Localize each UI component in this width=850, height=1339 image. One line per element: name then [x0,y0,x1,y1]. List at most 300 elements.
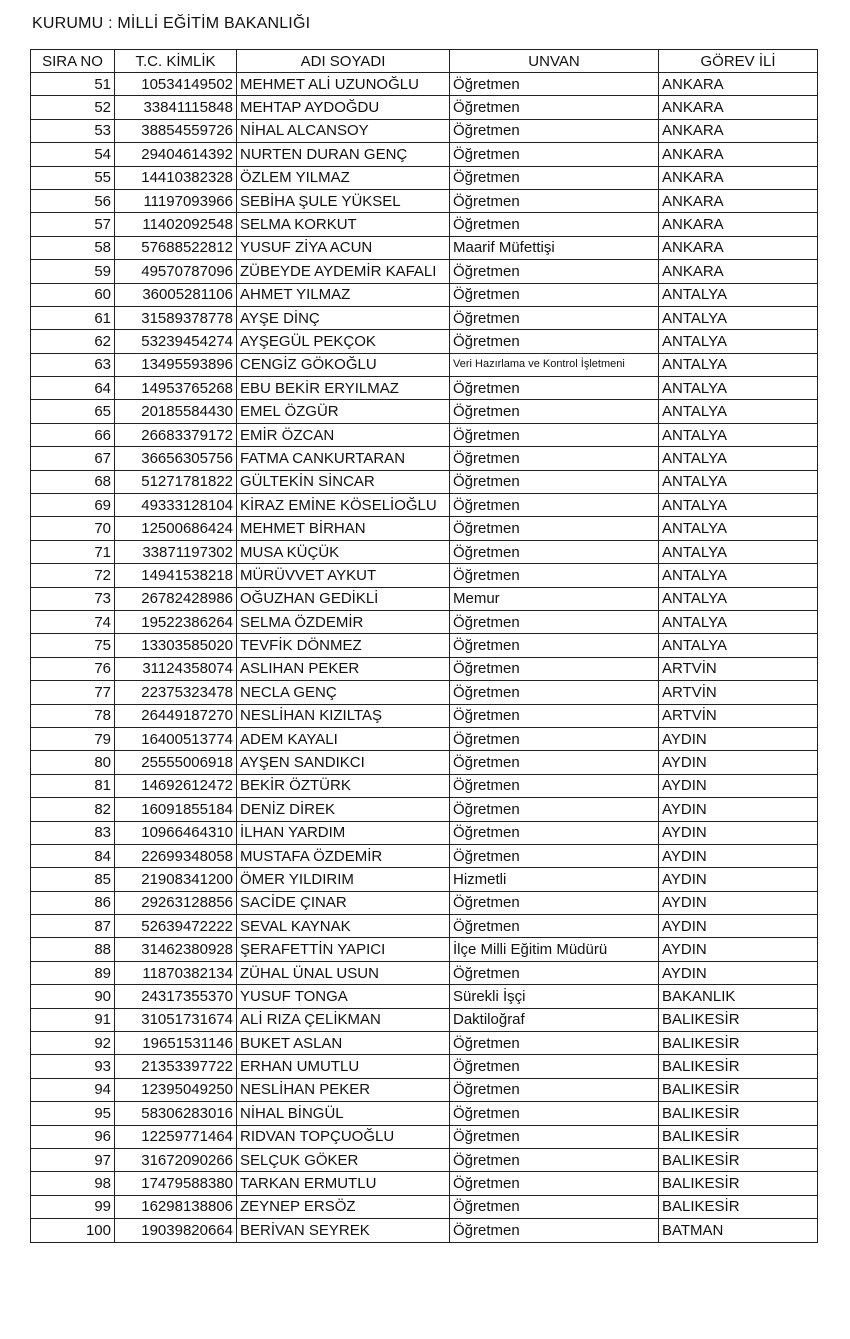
full-name-cell: KİRAZ EMİNE KÖSELİOĞLU [237,494,450,517]
province-cell: AYDIN [659,751,818,774]
table-header-row [31,50,818,73]
full-name-cell: EBU BEKİR ERYILMAZ [237,377,450,400]
row-number: 54 [31,143,115,166]
column-header-adi-soyadi: ADI SOYADI [237,50,450,73]
row-number: 99 [31,1195,115,1218]
job-title-cell: Öğretmen [450,704,659,727]
tc-id-cell: 31672090266 [115,1148,237,1171]
full-name-cell: AYŞEGÜL PEKÇOK [237,330,450,353]
table-row [31,423,818,446]
row-number: 81 [31,774,115,797]
tc-id-cell: 13303585020 [115,634,237,657]
table-row [31,891,818,914]
table-row [31,119,818,142]
province-cell: BALIKESİR [659,1195,818,1218]
personnel-table [30,49,818,1243]
province-cell: ANTALYA [659,517,818,540]
full-name-cell: SEBİHA ŞULE YÜKSEL [237,189,450,212]
job-title-cell: Öğretmen [450,798,659,821]
full-name-cell: ZEYNEP ERSÖZ [237,1195,450,1218]
job-title-cell: Öğretmen [450,774,659,797]
tc-id-cell: 25555006918 [115,751,237,774]
job-title-cell: Öğretmen [450,166,659,189]
row-number: 59 [31,260,115,283]
full-name-cell: ADEM KAYALI [237,727,450,750]
job-title-cell: Öğretmen [450,727,659,750]
table-row [31,634,818,657]
full-name-cell: MEHMET BİRHAN [237,517,450,540]
province-cell: AYDIN [659,938,818,961]
province-cell: ANTALYA [659,377,818,400]
full-name-cell: NURTEN DURAN GENÇ [237,143,450,166]
full-name-cell: EMEL ÖZGÜR [237,400,450,423]
row-number: 60 [31,283,115,306]
row-number: 53 [31,119,115,142]
tc-id-cell: 22699348058 [115,844,237,867]
job-title-cell: Öğretmen [450,423,659,446]
job-title-cell: Öğretmen [450,634,659,657]
table-row [31,260,818,283]
row-number: 96 [31,1125,115,1148]
full-name-cell: NESLİHAN PEKER [237,1078,450,1101]
full-name-cell: ZÜHAL ÜNAL USUN [237,961,450,984]
row-number: 82 [31,798,115,821]
full-name-cell: ERHAN UMUTLU [237,1055,450,1078]
table-row [31,938,818,961]
province-cell: ARTVİN [659,704,818,727]
row-number: 77 [31,681,115,704]
job-title-cell: Öğretmen [450,1148,659,1171]
province-cell: ANKARA [659,166,818,189]
row-number: 75 [31,634,115,657]
province-cell: BALIKESİR [659,1102,818,1125]
job-title-cell: Öğretmen [450,494,659,517]
column-header-tc-kimlik: T.C. KİMLİK [115,50,237,73]
table-row [31,189,818,212]
full-name-cell: SEVAL KAYNAK [237,915,450,938]
province-cell: ANTALYA [659,306,818,329]
row-number: 52 [31,96,115,119]
tc-id-cell: 26683379172 [115,423,237,446]
province-cell: ANKARA [659,189,818,212]
full-name-cell: YUSUF TONGA [237,985,450,1008]
column-header-unvan: UNVAN [450,50,659,73]
job-title-cell: Öğretmen [450,283,659,306]
table-row [31,798,818,821]
province-cell: AYDIN [659,961,818,984]
province-cell: ANTALYA [659,423,818,446]
tc-id-cell: 29404614392 [115,143,237,166]
table-row [31,330,818,353]
table-row [31,1172,818,1195]
table-row [31,517,818,540]
province-cell: AYDIN [659,891,818,914]
full-name-cell: GÜLTEKİN SİNCAR [237,470,450,493]
row-number: 87 [31,915,115,938]
province-cell: ANTALYA [659,564,818,587]
row-number: 97 [31,1148,115,1171]
job-title-cell: Veri Hazırlama ve Kontrol İşletmeni [450,353,659,376]
tc-id-cell: 14941538218 [115,564,237,587]
province-cell: AYDIN [659,868,818,891]
tc-id-cell: 19522386264 [115,610,237,633]
table-row [31,727,818,750]
province-cell: ANTALYA [659,353,818,376]
full-name-cell: ALİ RIZA ÇELİKMAN [237,1008,450,1031]
tc-id-cell: 21908341200 [115,868,237,891]
job-title-cell: Öğretmen [450,189,659,212]
row-number: 84 [31,844,115,867]
column-header-gorev-ili: GÖREV İLİ [659,50,818,73]
tc-id-cell: 38854559726 [115,119,237,142]
province-cell: ANKARA [659,96,818,119]
province-cell: ANTALYA [659,587,818,610]
tc-id-cell: 19651531146 [115,1032,237,1055]
tc-id-cell: 33871197302 [115,540,237,563]
province-cell: ANKARA [659,236,818,259]
table-row [31,306,818,329]
row-number: 62 [31,330,115,353]
table-row [31,751,818,774]
job-title-cell: Hizmetli [450,868,659,891]
province-cell: ANTALYA [659,283,818,306]
job-title-cell: Öğretmen [450,610,659,633]
row-number: 93 [31,1055,115,1078]
tc-id-cell: 14692612472 [115,774,237,797]
full-name-cell: TARKAN ERMUTLU [237,1172,450,1195]
tc-id-cell: 12395049250 [115,1078,237,1101]
job-title-cell: Öğretmen [450,751,659,774]
tc-id-cell: 14953765268 [115,377,237,400]
table-row [31,1125,818,1148]
province-cell: BALIKESİR [659,1148,818,1171]
table-row [31,213,818,236]
job-title-cell: Öğretmen [450,915,659,938]
full-name-cell: BEKİR ÖZTÜRK [237,774,450,797]
province-cell: BALIKESİR [659,1008,818,1031]
full-name-cell: NİHAL BİNGÜL [237,1102,450,1125]
table-row [31,470,818,493]
full-name-cell: AYŞE DİNÇ [237,306,450,329]
table-row [31,283,818,306]
row-number: 85 [31,868,115,891]
table-row [31,400,818,423]
province-cell: BALIKESİR [659,1055,818,1078]
full-name-cell: BERİVAN SEYREK [237,1219,450,1242]
row-number: 57 [31,213,115,236]
table-row [31,143,818,166]
full-name-cell: ZÜBEYDE AYDEMİR KAFALI [237,260,450,283]
row-number: 95 [31,1102,115,1125]
row-number: 68 [31,470,115,493]
table-row [31,821,818,844]
tc-id-cell: 16091855184 [115,798,237,821]
full-name-cell: MUSTAFA ÖZDEMİR [237,844,450,867]
job-title-cell: Maarif Müfettişi [450,236,659,259]
tc-id-cell: 57688522812 [115,236,237,259]
full-name-cell: EMİR ÖZCAN [237,423,450,446]
row-number: 58 [31,236,115,259]
tc-id-cell: 11402092548 [115,213,237,236]
tc-id-cell: 26449187270 [115,704,237,727]
row-number: 71 [31,540,115,563]
table-row [31,1148,818,1171]
province-cell: BATMAN [659,1219,818,1242]
row-number: 79 [31,727,115,750]
row-number: 70 [31,517,115,540]
table-row [31,985,818,1008]
tc-id-cell: 13495593896 [115,353,237,376]
job-title-cell: Öğretmen [450,470,659,493]
province-cell: ANKARA [659,119,818,142]
row-number: 88 [31,938,115,961]
job-title-cell: Öğretmen [450,330,659,353]
table-row [31,540,818,563]
province-cell: ANTALYA [659,447,818,470]
full-name-cell: ASLIHAN PEKER [237,657,450,680]
table-row [31,96,818,119]
row-number: 74 [31,610,115,633]
job-title-cell: Öğretmen [450,1219,659,1242]
job-title-cell: Öğretmen [450,377,659,400]
tc-id-cell: 49333128104 [115,494,237,517]
row-number: 76 [31,657,115,680]
full-name-cell: FATMA CANKURTARAN [237,447,450,470]
page-title: KURUMU : MİLLİ EĞİTİM BAKANLIĞI [32,15,311,32]
table-row [31,657,818,680]
job-title-cell: Öğretmen [450,1125,659,1148]
job-title-cell: Öğretmen [450,564,659,587]
table-row [31,236,818,259]
job-title-cell: Öğretmen [450,96,659,119]
province-cell: ANTALYA [659,470,818,493]
table-row [31,377,818,400]
tc-id-cell: 31462380928 [115,938,237,961]
table-row [31,610,818,633]
job-title-cell: Öğretmen [450,891,659,914]
table-row [31,447,818,470]
province-cell: AYDIN [659,727,818,750]
full-name-cell: İLHAN YARDIM [237,821,450,844]
full-name-cell: DENİZ DİREK [237,798,450,821]
table-row [31,868,818,891]
row-number: 64 [31,377,115,400]
full-name-cell: ŞERAFETTİN YAPICI [237,938,450,961]
province-cell: ARTVİN [659,681,818,704]
tc-id-cell: 22375323478 [115,681,237,704]
row-number: 83 [31,821,115,844]
job-title-cell: Öğretmen [450,1078,659,1101]
full-name-cell: AHMET YILMAZ [237,283,450,306]
tc-id-cell: 17479588380 [115,1172,237,1195]
province-cell: ANKARA [659,213,818,236]
row-number: 73 [31,587,115,610]
province-cell: ANTALYA [659,634,818,657]
full-name-cell: NİHAL ALCANSOY [237,119,450,142]
province-cell: BALIKESİR [659,1078,818,1101]
tc-id-cell: 16400513774 [115,727,237,750]
province-cell: ANKARA [659,73,818,96]
table-row [31,1032,818,1055]
row-number: 55 [31,166,115,189]
table-row [31,494,818,517]
row-number: 72 [31,564,115,587]
tc-id-cell: 29263128856 [115,891,237,914]
province-cell: ANTALYA [659,400,818,423]
job-title-cell: Öğretmen [450,400,659,423]
full-name-cell: NECLA GENÇ [237,681,450,704]
table-row [31,166,818,189]
job-title-cell: Öğretmen [450,961,659,984]
job-title-cell: Öğretmen [450,1032,659,1055]
job-title-cell: Öğretmen [450,657,659,680]
province-cell: BAKANLIK [659,985,818,1008]
job-title-cell: Öğretmen [450,1172,659,1195]
province-cell: ANKARA [659,143,818,166]
full-name-cell: SELMA KORKUT [237,213,450,236]
table-row [31,681,818,704]
tc-id-cell: 14410382328 [115,166,237,189]
province-cell: ANTALYA [659,330,818,353]
job-title-cell: Öğretmen [450,306,659,329]
province-cell: AYDIN [659,821,818,844]
job-title-cell: İlçe Milli Eğitim Müdürü [450,938,659,961]
province-cell: ARTVİN [659,657,818,680]
row-number: 98 [31,1172,115,1195]
job-title-cell: Öğretmen [450,844,659,867]
full-name-cell: MEHMET ALİ UZUNOĞLU [237,73,450,96]
tc-id-cell: 51271781822 [115,470,237,493]
full-name-cell: AYŞEN SANDIKCI [237,751,450,774]
table-row [31,1195,818,1218]
full-name-cell: OĞUZHAN GEDİKLİ [237,587,450,610]
province-cell: BALIKESİR [659,1172,818,1195]
row-number: 78 [31,704,115,727]
tc-id-cell: 31124358074 [115,657,237,680]
tc-id-cell: 19039820664 [115,1219,237,1242]
province-cell: AYDIN [659,774,818,797]
table-row [31,1055,818,1078]
tc-id-cell: 10534149502 [115,73,237,96]
full-name-cell: SELÇUK GÖKER [237,1148,450,1171]
province-cell: ANKARA [659,260,818,283]
tc-id-cell: 24317355370 [115,985,237,1008]
province-cell: BALIKESİR [659,1032,818,1055]
table-row [31,1078,818,1101]
row-number: 80 [31,751,115,774]
job-title-cell: Öğretmen [450,517,659,540]
job-title-cell: Öğretmen [450,119,659,142]
table-row [31,774,818,797]
full-name-cell: MÜRÜVVET AYKUT [237,564,450,587]
tc-id-cell: 12500686424 [115,517,237,540]
tc-id-cell: 11870382134 [115,961,237,984]
full-name-cell: SELMA ÖZDEMİR [237,610,450,633]
job-title-cell: Öğretmen [450,681,659,704]
tc-id-cell: 21353397722 [115,1055,237,1078]
job-title-cell: Öğretmen [450,260,659,283]
table-row [31,1008,818,1031]
job-title-cell: Öğretmen [450,540,659,563]
full-name-cell: ÖZLEM YILMAZ [237,166,450,189]
tc-id-cell: 20185584430 [115,400,237,423]
full-name-cell: NESLİHAN KIZILTAŞ [237,704,450,727]
column-header-sira-no: SIRA NO [31,50,115,73]
row-number: 89 [31,961,115,984]
full-name-cell: RIDVAN TOPÇUOĞLU [237,1125,450,1148]
row-number: 86 [31,891,115,914]
job-title-cell: Öğretmen [450,143,659,166]
province-cell: AYDIN [659,844,818,867]
province-cell: ANTALYA [659,540,818,563]
table-row [31,1219,818,1242]
job-title-cell: Öğretmen [450,73,659,96]
job-title-cell: Sürekli İşçi [450,985,659,1008]
row-number: 100 [31,1219,115,1242]
row-number: 65 [31,400,115,423]
province-cell: AYDIN [659,915,818,938]
tc-id-cell: 49570787096 [115,260,237,283]
tc-id-cell: 53239454274 [115,330,237,353]
tc-id-cell: 10966464310 [115,821,237,844]
row-number: 91 [31,1008,115,1031]
tc-id-cell: 36005281106 [115,283,237,306]
province-cell: ANTALYA [659,494,818,517]
row-number: 61 [31,306,115,329]
job-title-cell: Memur [450,587,659,610]
table-row [31,961,818,984]
table-row [31,587,818,610]
row-number: 94 [31,1078,115,1101]
job-title-cell: Öğretmen [450,213,659,236]
row-number: 92 [31,1032,115,1055]
table-row [31,1102,818,1125]
full-name-cell: TEVFİK DÖNMEZ [237,634,450,657]
full-name-cell: MUSA KÜÇÜK [237,540,450,563]
table-row [31,844,818,867]
row-number: 63 [31,353,115,376]
tc-id-cell: 31051731674 [115,1008,237,1031]
row-number: 56 [31,189,115,212]
tc-id-cell: 58306283016 [115,1102,237,1125]
tc-id-cell: 11197093966 [115,189,237,212]
full-name-cell: CENGİZ GÖKOĞLU [237,353,450,376]
row-number: 69 [31,494,115,517]
province-cell: ANTALYA [659,610,818,633]
tc-id-cell: 26782428986 [115,587,237,610]
table-row [31,353,818,376]
job-title-cell: Öğretmen [450,821,659,844]
table-row [31,73,818,96]
full-name-cell: MEHTAP AYDOĞDU [237,96,450,119]
job-title-cell: Öğretmen [450,1055,659,1078]
tc-id-cell: 12259771464 [115,1125,237,1148]
row-number: 51 [31,73,115,96]
table-row [31,704,818,727]
table-row [31,564,818,587]
full-name-cell: YUSUF ZİYA ACUN [237,236,450,259]
tc-id-cell: 31589378778 [115,306,237,329]
tc-id-cell: 36656305756 [115,447,237,470]
job-title-cell: Öğretmen [450,447,659,470]
tc-id-cell: 16298138806 [115,1195,237,1218]
row-number: 90 [31,985,115,1008]
full-name-cell: SACİDE ÇINAR [237,891,450,914]
province-cell: AYDIN [659,798,818,821]
full-name-cell: BUKET ASLAN [237,1032,450,1055]
row-number: 66 [31,423,115,446]
job-title-cell: Öğretmen [450,1102,659,1125]
